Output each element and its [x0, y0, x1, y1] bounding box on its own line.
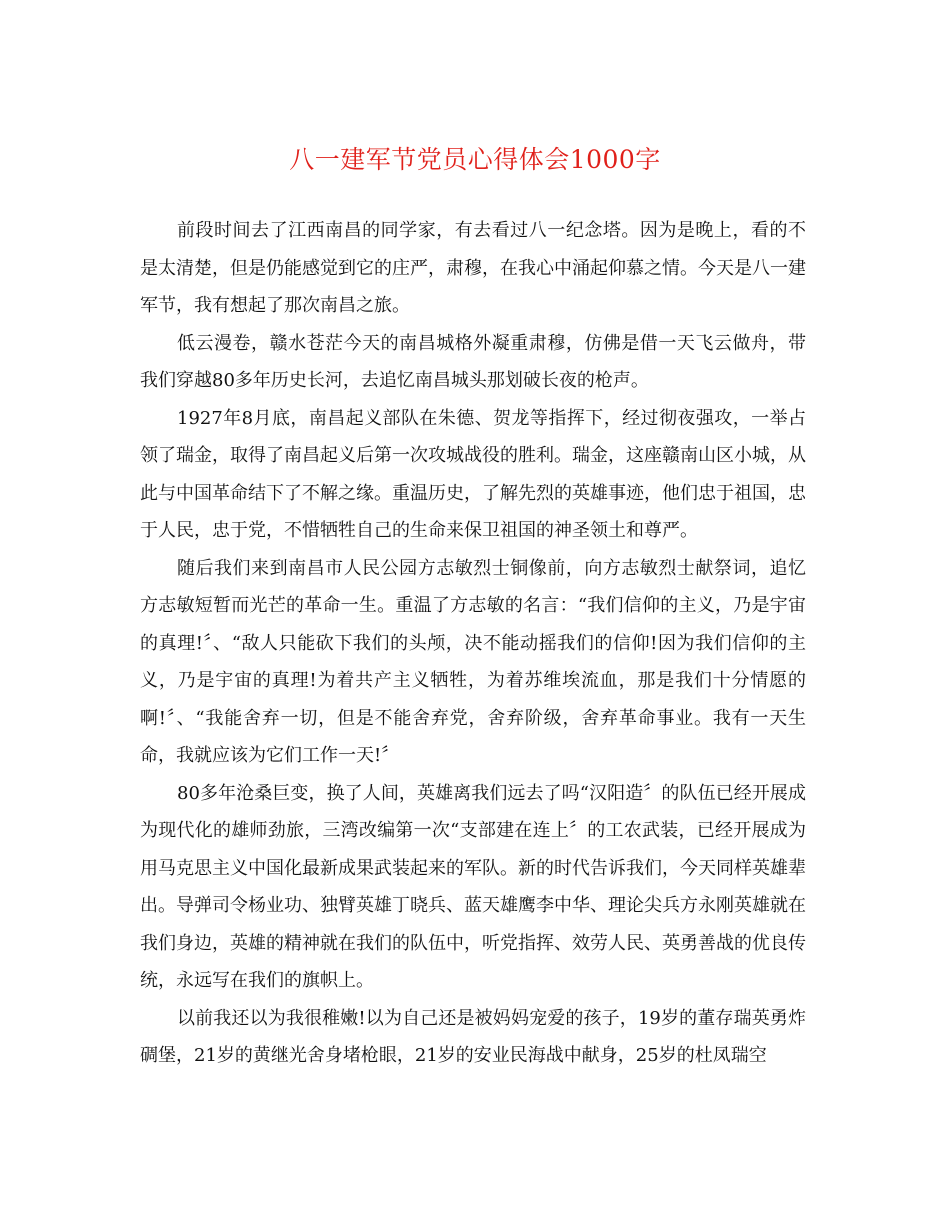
document-body	[140, 212, 806, 1075]
paragraph: 前段时间去了江西南昌的同学家，有去看过八一纪念塔。因为是晚上，看的不是太清楚，但是仍能感觉到它的庄严，肃穆，在我心中涌起仰慕之情。今天是八一建军节，我有想起了那次南昌之旅。	[140, 220, 806, 316]
paragraph: 1927年8月底，南昌起义部队在朱德、贺龙等指挥下，经过彻夜强攻，一举占领了瑞金，取得了南昌起义后第一次攻城战役的胜利。瑞金，这座赣南山区小城，从此与中国革命结下了不解之缘。重温历史，了解先烈的英雄事迹，他们忠于祖国，忠于人民，忠于党，不惜牺牲自己的生命来保卫祖国的神圣领土和尊严。	[140, 407, 806, 541]
paragraph: 随后我们来到南昌市人民公园方志敏烈士铜像前，向方志敏烈士献祭词，追忆方志敏短暂而光芒的革命一生。重温了方志敏的名言：“我们信仰的主义，乃是宇宙的真理!〞、“敌人只能砍下我们的头颅，决不能动摇我们的信仰!因为我们信仰的主义，乃是宇宙的真理!为着共产主义牺牲，为着苏维埃流血，那是我们十分情愿的啊!〞、“我能舍弃一切，但是不能舍弃党，舍弃阶级，舍弃革命事业。我有一天生命，我就应该为它们工作一天!〞	[140, 557, 806, 766]
paragraph: 以前我还以为我很稚嫩!以为自己还是被妈妈宠爱的孩子，19岁的董存瑞英勇炸碉堡，21岁的黄继光舍身堵枪眼，21岁的安业民海战中献身，25岁的杜凤瑞空	[140, 1007, 806, 1066]
document-title: 八一建军节党员心得体会1000字	[289, 145, 661, 174]
paragraph: 低云漫卷，赣水苍茫今天的南昌城格外凝重肃穆，仿佛是借一天飞云做舟，带我们穿越80多年历史长河，去追忆南昌城头那划破长夜的枪声。	[140, 332, 806, 391]
paragraph: 80多年沧桑巨变，换了人间，英雄离我们远去了吗“汉阳造〞的队伍已经开展成为现代化的雄师劲旅，三湾改编第一次“支部建在连上〞的工农武装，已经开展成为用马克思主义中国化最新成果武装起来的军队。新的时代告诉我们，今天同样英雄辈出。导弹司令杨业功、独臂英雄丁晓兵、蓝天雄鹰李中华、理论尖兵方永刚英雄就在我们身边，英雄的精神就在我们的队伍中，听党指挥、效劳人民、英勇善战的优良传统，永远写在我们的旗帜上。	[140, 782, 806, 991]
